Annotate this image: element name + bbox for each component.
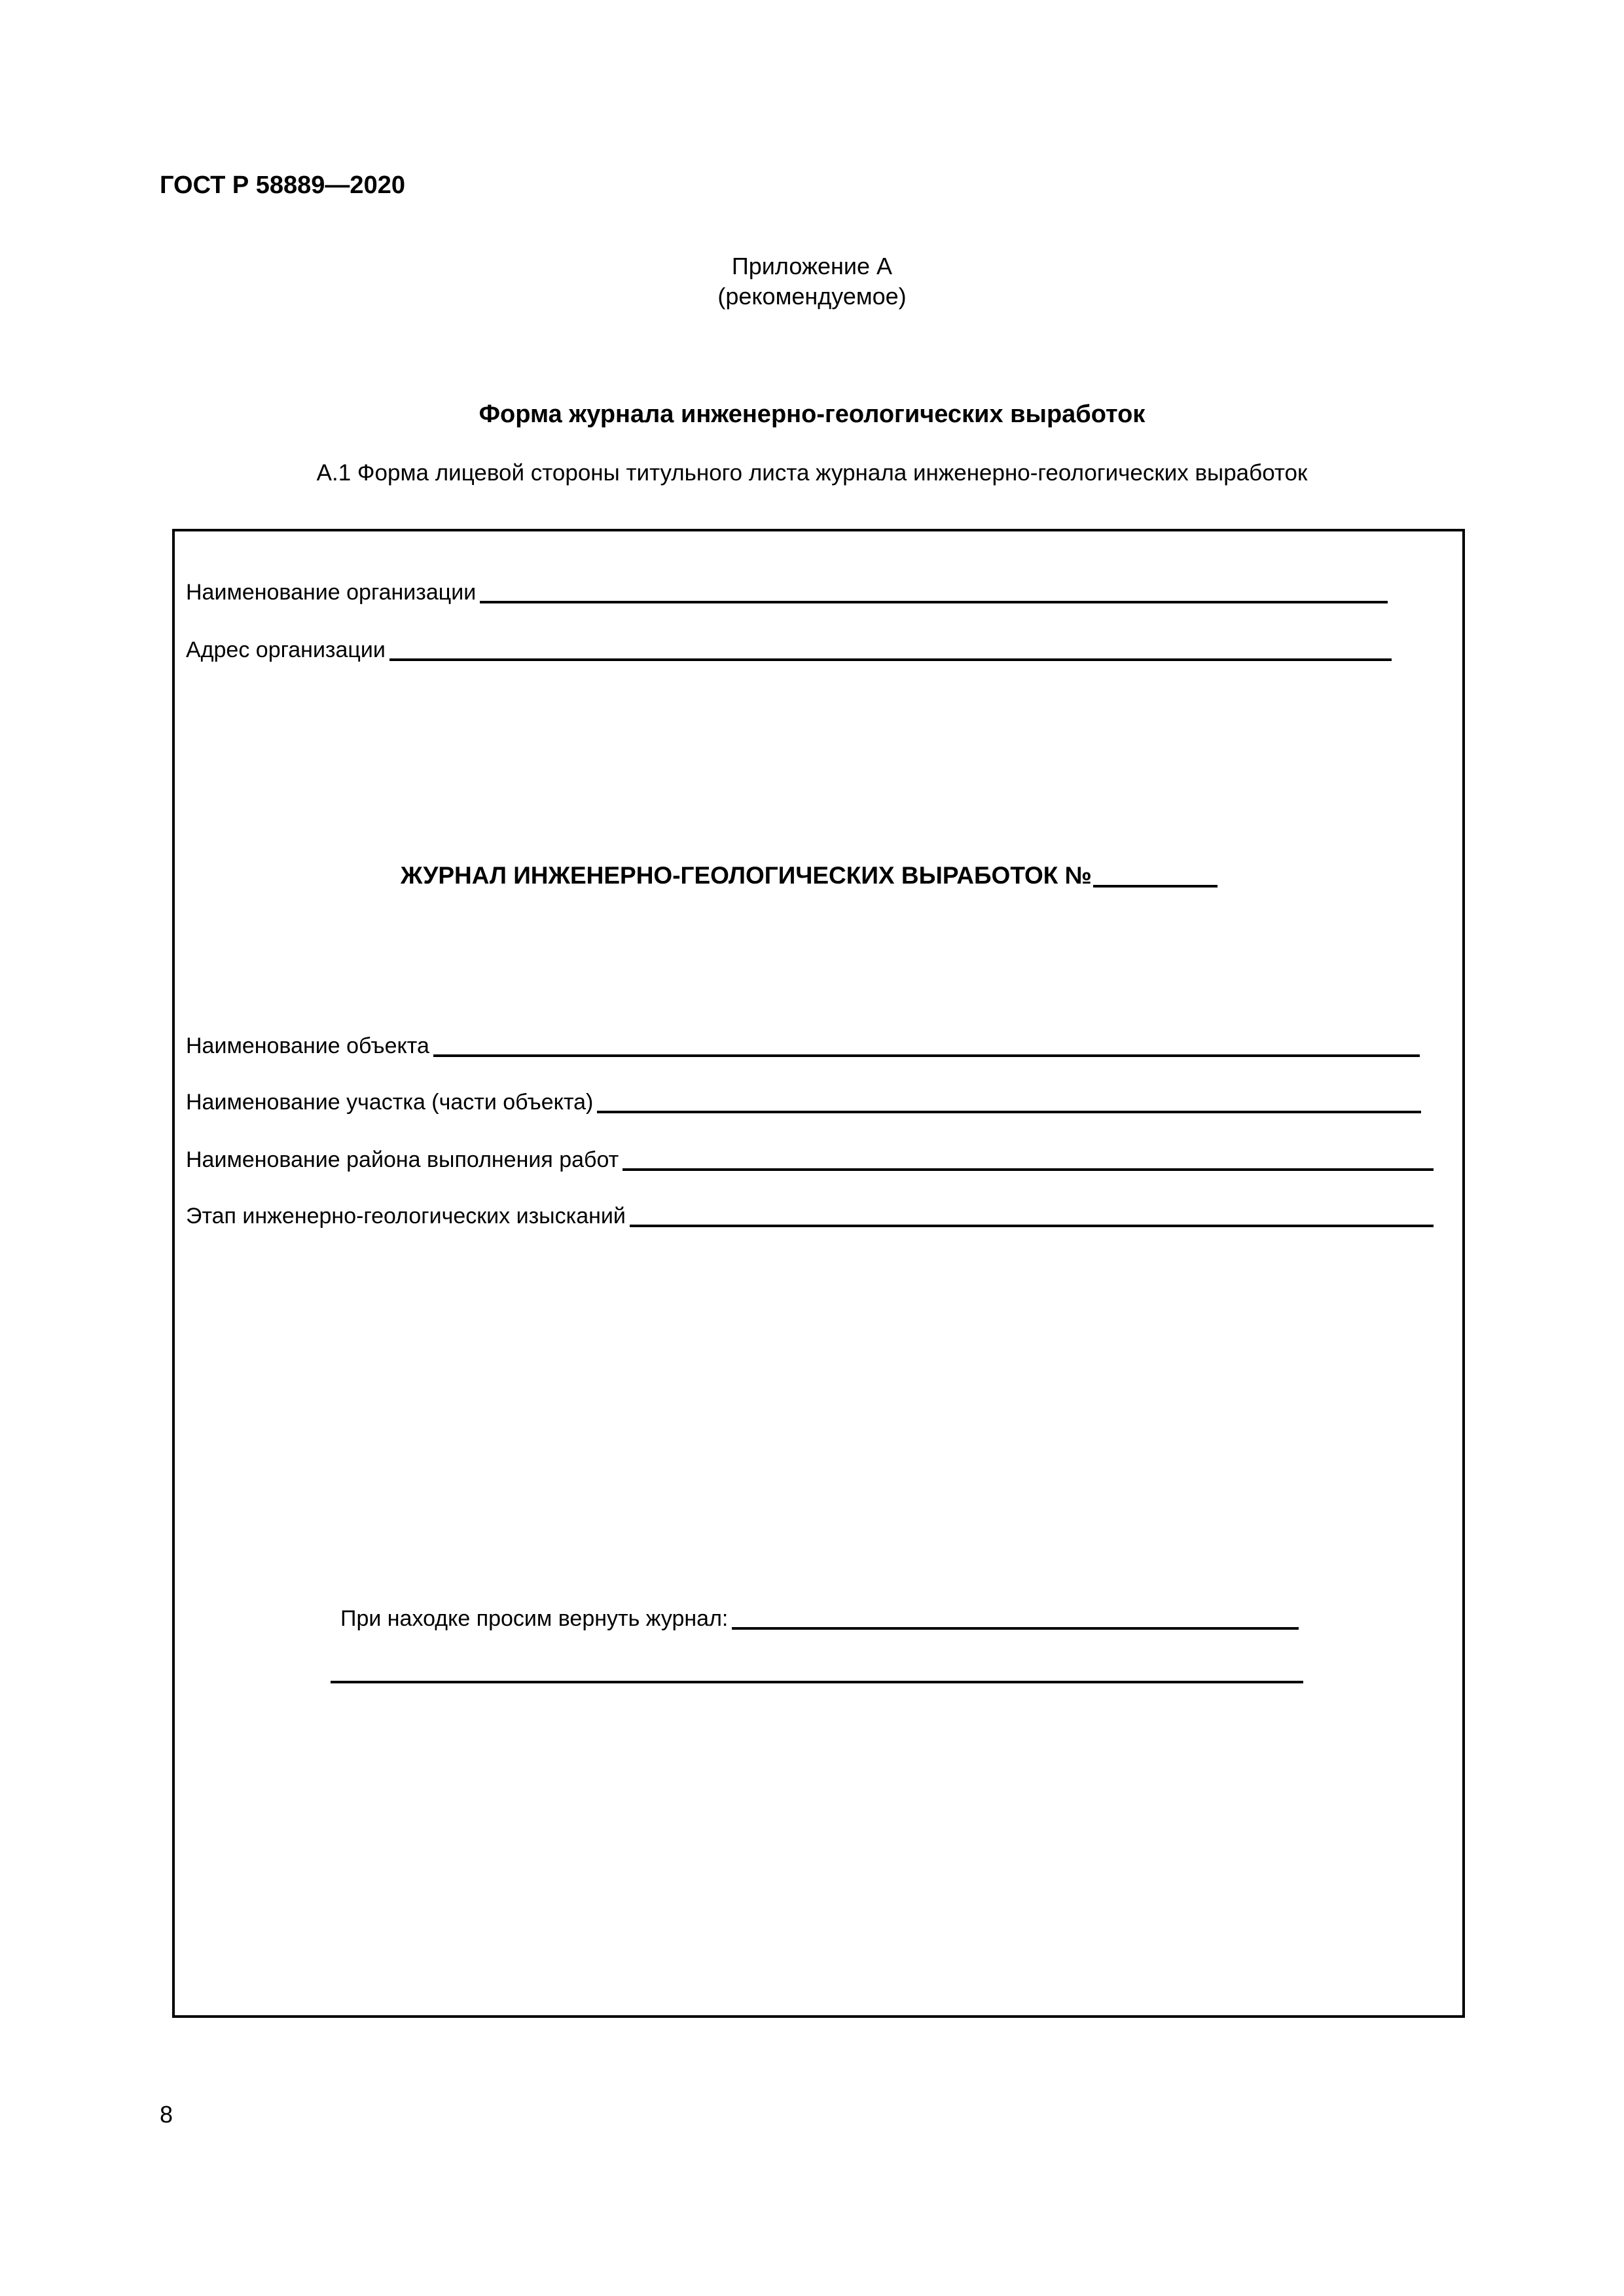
organization-address-field [186,637,1392,663]
annex-title: Приложение А [731,253,893,279]
journal-number-blank[interactable] [1093,885,1218,888]
standard-designation: ГОСТ Р 58889—2020 [160,171,405,199]
organization-address-label: Адрес организации [186,637,386,662]
form-subtitle: А.1 Форма лицевой стороны титульного листа журнала инженерно-геологических выработок [316,460,1308,486]
return-address-blank[interactable] [732,1627,1299,1630]
object-name-label: Наименование объекта [186,1033,429,1058]
section-name-field [186,1089,1421,1115]
organization-name-blank[interactable] [480,601,1388,603]
return-address-blank-second-line[interactable] [331,1681,1303,1683]
object-name-blank[interactable] [433,1054,1420,1057]
object-name-field [186,1033,1420,1059]
journal-title-text: ЖУРНАЛ ИНЖЕНЕРНО-ГЕОЛОГИЧЕСКИХ ВЫРАБОТОК № [401,862,1092,889]
return-address-label: При находке просим вернуть журнал: [340,1606,729,1631]
organization-address-blank[interactable] [389,658,1392,661]
annex-status: (рекомендуемое) [717,283,907,310]
form-title: Форма журнала инженерно-геологических выработок [478,401,1146,428]
area-name-field [186,1147,1434,1173]
survey-stage-label: Этап инженерно-геологических изысканий [186,1204,626,1229]
section-name-blank[interactable] [597,1111,1421,1113]
section-name-label: Наименование участка (части объекта) [186,1090,594,1115]
survey-stage-field [186,1203,1434,1229]
area-name-blank[interactable] [623,1168,1434,1171]
return-address-field [340,1605,1299,1632]
title-page-form-box [172,529,1465,2018]
journal-title [401,862,1218,889]
area-name-label: Наименование района выполнения работ [186,1147,619,1172]
organization-name-field [186,579,1388,605]
organization-name-label: Наименование организации [186,580,477,605]
page-number: 8 [160,2101,173,2128]
survey-stage-blank[interactable] [630,1225,1434,1227]
